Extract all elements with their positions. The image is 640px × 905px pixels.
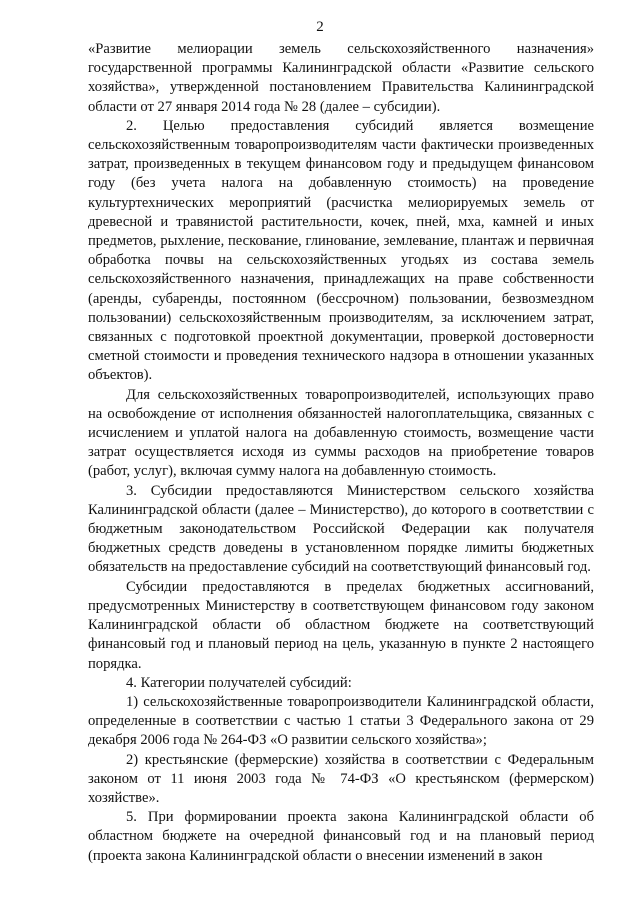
paragraph-item-4-heading: 4. Категории получателей субсидий:: [126, 674, 352, 691]
paragraph-item-2: 2. Целью предоставления субсидий является возмещение сельскохозяйственным товаропроизводителям части фактически произведенных затрат, произведенных в текущем финансовом году и предыдущем финансовом году (без учета налога на добавленную стоимость) на проведение культуртехнических мероприятий (расчистка мелиорируемых земель от древесной и травянистой растительности, кочек, пней, мха, камней и иных предметов, рыхление, пескование, глинование, землевание, плантаж и первичная обработка почвы на сельскохозяйственных угодьях из состава земель сельскохозяйственного назначения, принадлежащих на праве собственности (аренды, субаренды, постоянном (бессрочном) пользовании, безвозмездном пользовании) сельскохозяйственным производителям, за исключением затрат, связанных с подготовкой проектной документации, проверкой достоверности сметной стоимости и проведения технического надзора в отношении указанных объектов).: [88, 117, 594, 384]
document-body: [88, 40, 594, 866]
paragraph-continuation: «Развитие мелиорации земель сельскохозяйственного назначения» государственной программы Калининградской области «Развитие сельского хозяйства», утвержденной постановлением Правительства Калининградской области от 27 января 2014 года № 28 (далее – субсидии).: [88, 41, 594, 115]
list-item-recipient-2: 2) крестьянские (фермерские) хозяйства в соответствии с Федеральным законом от 11 июня 2003 года № 74-ФЗ «О крестьянском (фермерском) хозяйстве».: [88, 751, 594, 806]
paragraph-budget-limits: Субсидии предоставляются в пределах бюджетных ассигнований, предусмотренных Министерству в соответствующем финансовом году законом Калининградской области об областном бюджете на соответствующий финансовый год и плановый период на цель, указанную в пункте 2 настоящего порядка.: [88, 578, 594, 672]
paragraph-vat-exemption: Для сельскохозяйственных товаропроизводителей, использующих право на освобождение от исполнения обязанностей налогоплательщика, связанных с исчислением и уплатой налога на добавленную стоимость, возмещение части затрат осуществляется исходя из суммы расходов на приобретение товаров (работ, услуг), включая сумму налога на добавленную стоимость.: [88, 386, 594, 480]
list-item-recipient-1: 1) сельскохозяйственные товаропроизводители Калининградской области, определенные в соответствии с частью 1 статьи 3 Федерального закона от 29 декабря 2006 года № 264-ФЗ «О развитии сельского хозяйства»;: [88, 693, 594, 749]
paragraph-item-3: 3. Субсидии предоставляются Министерством сельского хозяйства Калининградской области (далее – Министерство), до которого в соответствии с бюджетным законодательством Российской Федерации как получателя бюджетных средств доведены в установленном порядке лимиты бюджетных обязательств на предоставление субсидий на соответствующий финансовый год.: [88, 482, 594, 576]
page-number: 2: [316, 19, 324, 35]
paragraph-item-5: 5. При формировании проекта закона Калининградской области об областном бюджете на очередной финансовый год и на плановый период (проекта закона Калининградской области о внесении изменений в закон: [88, 809, 594, 864]
